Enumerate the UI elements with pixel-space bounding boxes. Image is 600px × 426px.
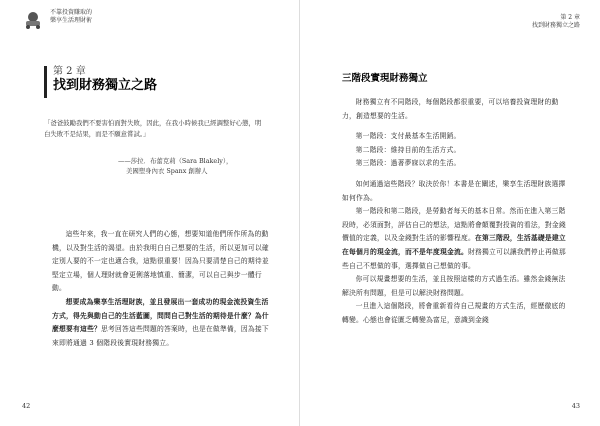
bold-text: 想要成為樂享生活理財族，並且發展出一套成功的現金流投資生活方式，得先與動自己的生活藍圖，問問自己對生活的期待是什麼？為什麼想要有這些？: [52, 297, 269, 334]
book-logo-icon: [22, 9, 44, 31]
paragraph: 如何通過這些階段？取決於你！本書是在闡述，樂享生活理財族選擇如何作為。: [342, 179, 566, 202]
header-chapter-title: 找到財務獨立之路: [531, 22, 580, 29]
stage-item: 第二階段：維持目前的生活方式。: [355, 145, 461, 154]
paragraph: 這些年來，我一直在研究人們的心態，想要知道他們所作所為的動機，以及對生活的渴望。由於我明白自己想要的生活，所以更加可以確定別人要的不一定也適合我，這點很重要！因為只要清楚自己的期待並堅定立場，個人理財就會更俐落地慎重、簡潔，可以自己與步一體行動。: [52, 230, 269, 293]
paragraph: 財務獨立有不同階段，每個階段都很重要，可以培養投資理財的動力，創造想要的生活。: [342, 98, 559, 120]
section-title: 三階段實現財務獨立: [342, 73, 428, 84]
series-title-line2: 樂享生活理財術: [50, 17, 93, 24]
attribution-line2: 美國塑身內衣 Spanx 創辦人: [126, 167, 208, 175]
paragraph: [342, 205, 568, 273]
bold-text: 在第三階段，生活基礎是建立在每個月的現金流，而不是年度現金流。: [342, 234, 566, 256]
paragraph-text: 思考回答這些問題的答案時，也是在做準備，因為接下來即將通過 3 個階段後實現財務獨立。: [52, 325, 269, 347]
stage-item: 第三階段：過著夢寐以求的生活。: [355, 159, 461, 168]
right-page: [300, 0, 600, 426]
paragraph-text: 第一階段和第二階段，是勞動者每天的基本日常。然而在進入第三階段時，必須面對，評估自己的想法，這點將會顛覆對投資的看法，對金錢價值的定義，以及金錢對生活的影響程度。: [342, 207, 566, 243]
paragraph-text: 財務獨立可以讓我們停止再做那些自己不想做的事，選擇做自己想做的事。: [342, 247, 566, 270]
attribution-line1: ——莎拉．布蕾克莉（Sara Blakely），: [118, 157, 233, 165]
epigraph-attribution: [118, 156, 268, 176]
chapter-title: 找到財務獨立之路: [53, 78, 158, 93]
stage-item: 第一階段：支付最基本生活開銷。: [355, 132, 461, 141]
chapter-heading: [44, 66, 200, 98]
running-header-right: [532, 14, 580, 30]
paragraph: [52, 296, 274, 350]
series-title-line1: 不靠投資賺取的: [50, 9, 93, 16]
epigraph-quote: 「爸爸鼓勵我們不要害怕面對失敗，因此，在我小時候我已經調整好心態，明白失敗不是結果，而是不願意嘗試。」: [44, 119, 262, 138]
left-body: [52, 228, 274, 350]
header-chapter-number: 第 2 章: [560, 14, 580, 21]
chapter-label: 第 2 章: [53, 66, 86, 77]
right-body: [342, 96, 568, 328]
page-number-left: 42: [22, 402, 31, 410]
running-header-left: [22, 9, 92, 31]
paragraph: 一旦進入這個階段，將會重新看待自己規畫的方式生活，經歷徹底的轉變。心態也會從匱乏轉變為富足，意識到金錢: [342, 302, 566, 324]
paragraph: 你可以規畫想要的生活，並且按照這樣的方式過生活。雖然金錢無法解決所有問題，但是可以解決財務問題。: [342, 275, 566, 297]
page-number-right: 43: [571, 402, 580, 410]
